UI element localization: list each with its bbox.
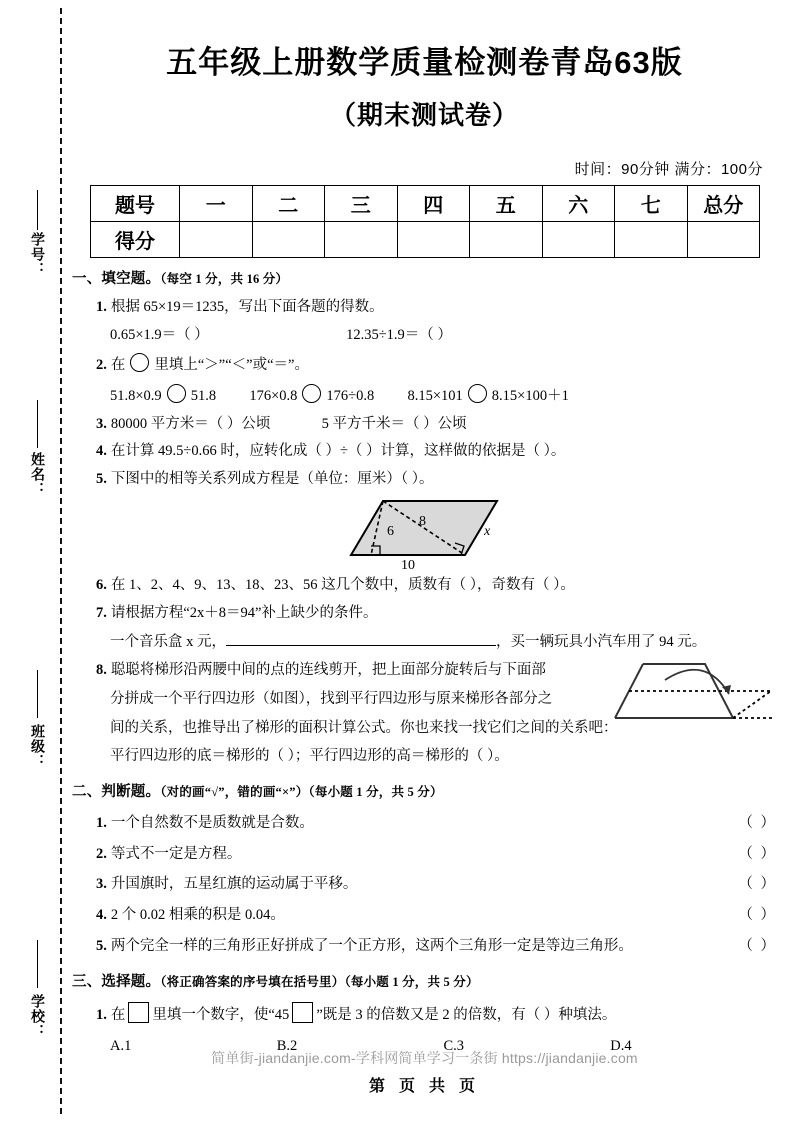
choice-1-option-c[interactable]: C.3 (443, 1038, 465, 1054)
question-text-fill-8-line4[interactable]: 平行四边形的底＝梯形的（ ）；平行四边形的高＝梯形的（ ）。 (110, 748, 509, 765)
truefalse-3-answer[interactable]: （ ） (738, 876, 777, 893)
truefalse-1-body: 一个自然数不是质数就是合数。 (110, 814, 314, 831)
question-number-fill-4: 4. (96, 443, 107, 460)
score-table-col-2: 二 (252, 185, 325, 221)
score-cell-5[interactable] (470, 221, 543, 257)
parallelogram-side-label: x (483, 523, 490, 539)
section-heading-multiple-choice (72, 972, 777, 994)
comparison-1-left: 51.8×0.9 (110, 387, 162, 404)
score-table-col-7: 七 (615, 185, 688, 221)
digit-box-2[interactable] (292, 1002, 313, 1023)
section-heading-label-1: 一、填空题。 (72, 270, 161, 287)
question-number-fill-5: 5. (96, 471, 107, 487)
page-subtitle: （期末测试卷） (329, 99, 519, 130)
question-truefalse-3 (96, 874, 777, 896)
truefalse-1-answer[interactable]: （ ） (738, 814, 777, 831)
score-table-col-6: 六 (542, 185, 615, 221)
choice-1-option-b[interactable]: B.2 (276, 1038, 298, 1054)
score-table-col-5: 五 (470, 185, 543, 221)
question-fill-2-comparisons (110, 384, 777, 408)
page-title: 五年级上册数学质量检测卷青岛63版 (166, 45, 683, 80)
margin-rule-school (37, 940, 38, 988)
question-truefalse-2 (96, 844, 777, 866)
question-number-choice-1: 1. (96, 1007, 107, 1024)
parallelogram-svg (345, 493, 505, 571)
fill-7-after: ，买一辆玩具小汽车用了 94 元。 (496, 634, 707, 651)
question-truefalse-5 (96, 936, 777, 958)
truefalse-3-number: 3. (96, 876, 107, 893)
question-text-fill-2-after: 里填上“＞”“＜”或“＝”。 (154, 357, 309, 373)
truefalse-3-text (96, 874, 357, 896)
question-fill-2 (96, 353, 777, 377)
section-heading-label-3: 三、选择题。 (72, 973, 161, 990)
question-fill-1-subline (110, 325, 777, 347)
trapezoid-svg (609, 660, 777, 730)
fill-3-part1[interactable]: 80000 平方米＝（ ）公顷 (110, 415, 271, 432)
comparison-2-circle-icon[interactable] (302, 384, 321, 403)
question-fill-8-line2 (110, 689, 601, 711)
question-fill-1 (96, 297, 777, 319)
exam-meta: 时间：90分钟 满分：100分 (574, 160, 763, 178)
score-table-col-total: 总分 (687, 185, 760, 221)
questions-body (72, 269, 777, 1058)
margin-label-text-class: 班级： (29, 724, 44, 769)
question-fill-8-line4 (110, 746, 777, 768)
comparison-3-left: 8.15×101 (407, 387, 463, 404)
truefalse-4-text (96, 905, 285, 927)
question-text-fill-7: 请根据方程“2x＋8＝94”补上缺少的条件。 (110, 604, 378, 621)
question-text-fill-1: 根据 65×19＝1235，写出下面各题的得数。 (110, 298, 384, 315)
question-text-fill-8-line1: 聪聪将梯形沿两腰中间的点的连线剪开，把上面部分旋转后与下面部 (110, 662, 546, 678)
score-table-row-label-1: 得分 (91, 221, 180, 257)
choice-1-option-a[interactable]: A.1 (110, 1038, 132, 1054)
question-fill-8-line1 (96, 660, 601, 682)
truefalse-5-answer[interactable]: （ ） (738, 937, 777, 954)
choice-1-option-d[interactable]: D.4 (610, 1038, 632, 1054)
margin-label-text-student-id: 学号： (29, 232, 44, 277)
question-text-fill-6[interactable]: 在 1、2、4、9、13、18、23、56 这几个数中，质数有（ ），奇数有（ ）。 (110, 576, 575, 593)
page-number: 第 页 共 页 (368, 1078, 480, 1095)
question-text-fill-8-line3: 间的关系，也推导出了梯形的面积计算公式。你也来找一找它们之间的关系吧： (110, 719, 618, 736)
section-heading-label-2: 二、判断题。 (72, 784, 161, 800)
truefalse-4-body: 2 个 0.02 相乘的积是 0.04。 (110, 907, 285, 923)
fill-7-answer-blank[interactable] (226, 631, 496, 646)
truefalse-4-answer[interactable]: （ ） (738, 907, 777, 923)
question-number-fill-3: 3. (96, 415, 107, 432)
truefalse-3-body: 升国旗时，五星红旗的运动属于平移。 (110, 876, 358, 893)
score-table-col-1: 一 (180, 185, 253, 221)
choice-1-part3: ”既是 3 的倍数又是 2 的倍数，有（ ）种填法。 (316, 1007, 617, 1024)
question-truefalse-4 (96, 905, 777, 927)
exam-paper (72, 0, 777, 1122)
question-fill-5 (96, 469, 777, 491)
comparison-1-circle-icon[interactable] (167, 384, 186, 403)
truefalse-2-text (96, 844, 241, 866)
comparison-3-right: 8.15×100＋1 (491, 387, 569, 404)
fill-3-part2[interactable]: 5 平方千米＝（ ）公顷 (321, 415, 467, 432)
comparison-1-right: 51.8 (190, 387, 217, 404)
question-fill-4 (96, 441, 777, 463)
parallelogram-diagonal-label: 8 (418, 513, 426, 529)
score-cell-4[interactable] (397, 221, 470, 257)
question-fill-3 (96, 414, 777, 436)
score-table (90, 185, 760, 258)
question-text-fill-2-before: 在 (110, 357, 126, 373)
score-cell-2[interactable] (252, 221, 325, 257)
truefalse-1-number: 1. (96, 814, 107, 831)
choice-1-part1: 在 (110, 1007, 126, 1024)
section-heading-note-2: （对的画“√”，错的画“×”）（每小题 1 分，共 5 分） (160, 785, 443, 799)
comparison-2-right: 176÷0.8 (326, 387, 375, 404)
section-heading-fill-in-blank (72, 269, 777, 291)
question-fill-8 (72, 660, 777, 768)
margin-rule-class (37, 670, 38, 718)
page-footer (72, 1048, 777, 1096)
section-heading-true-false (72, 782, 777, 804)
margin-rule-student-id (37, 190, 38, 230)
parallelogram-base-label: 10 (400, 557, 415, 571)
section-heading-note-3: （将正确答案的序号填在括号里）（每小题 1 分，共 5 分） (160, 974, 479, 989)
score-cell-3[interactable] (325, 221, 398, 257)
score-cell-1[interactable] (180, 221, 253, 257)
circle-blank-icon[interactable] (130, 353, 149, 372)
question-number-fill-1: 1. (96, 298, 107, 315)
score-table-col-3: 三 (325, 185, 398, 221)
score-cell-7[interactable] (615, 221, 688, 257)
score-table-col-4: 四 (397, 185, 470, 221)
truefalse-5-text (96, 936, 633, 958)
truefalse-1-text (96, 813, 314, 835)
truefalse-2-body: 等式不一定是方程。 (110, 845, 242, 862)
truefalse-2-answer[interactable]: （ ） (738, 845, 777, 862)
question-truefalse-1 (96, 813, 777, 835)
question-text-fill-8-line2: 分拼成一个平行四边形（如图），找到平行四边形与原来梯形各部分之 (110, 690, 553, 707)
truefalse-4-number: 4. (96, 907, 107, 923)
question-text-fill-5[interactable]: 下图中的相等关系列成方程是（单位：厘米）（ ）。 (110, 471, 434, 487)
margin-rule-name (37, 400, 38, 448)
question-choice-1 (96, 1002, 777, 1027)
question-fill-7-subline (110, 631, 777, 654)
comparison-3-circle-icon[interactable] (468, 384, 487, 403)
margin-cut-line (60, 8, 62, 1114)
score-cell-6[interactable] (542, 221, 615, 257)
digit-box-1[interactable] (128, 1002, 149, 1023)
fill-1-right-expression[interactable]: 12.35÷1.9＝（ ） (346, 327, 452, 344)
question-number-fill-6: 6. (96, 576, 107, 593)
score-cell-total[interactable] (687, 221, 760, 257)
truefalse-5-number: 5. (96, 937, 107, 954)
question-fill-7 (96, 603, 777, 625)
trapezoid-parallelogram-figure (609, 660, 777, 730)
question-number-fill-7: 7. (96, 604, 107, 621)
truefalse-2-number: 2. (96, 845, 107, 862)
margin-label-text-name: 姓名： (29, 452, 44, 497)
table-row-scores (91, 221, 760, 257)
question-fill-6 (96, 575, 777, 597)
truefalse-5-body: 两个完全一样的三角形正好拼成了一个正方形，这两个三角形一定是等边三角形。 (110, 937, 633, 954)
parallelogram-figure (345, 493, 505, 571)
section-heading-note-1: （每空 1 分，共 16 分） (160, 271, 289, 286)
question-number-fill-8: 8. (96, 662, 107, 678)
choice-1-part2: 里填一个数字，使“45 (152, 1007, 290, 1024)
question-text-fill-4[interactable]: 在计算 49.5÷0.66 时，应转化成（ ）÷（ ）计算，这样做的依据是（ ）。 (110, 443, 566, 460)
table-row-header (91, 185, 760, 221)
question-number-fill-2: 2. (96, 357, 107, 373)
score-table-row-label-0: 题号 (91, 185, 180, 221)
watermark-text: 简单街-jiandanjie.com-学科网简单学习一条街 https://jiandanjie.com (211, 1050, 638, 1066)
comparison-2-left: 176×0.8 (249, 387, 298, 404)
margin-label-text-school: 学校： (29, 994, 44, 1039)
parallelogram-height-label: 6 (386, 523, 394, 539)
fill-7-before: 一个音乐盒 x 元， (110, 634, 226, 651)
fill-1-left-expression[interactable]: 0.65×1.9＝（ ） (110, 327, 209, 344)
